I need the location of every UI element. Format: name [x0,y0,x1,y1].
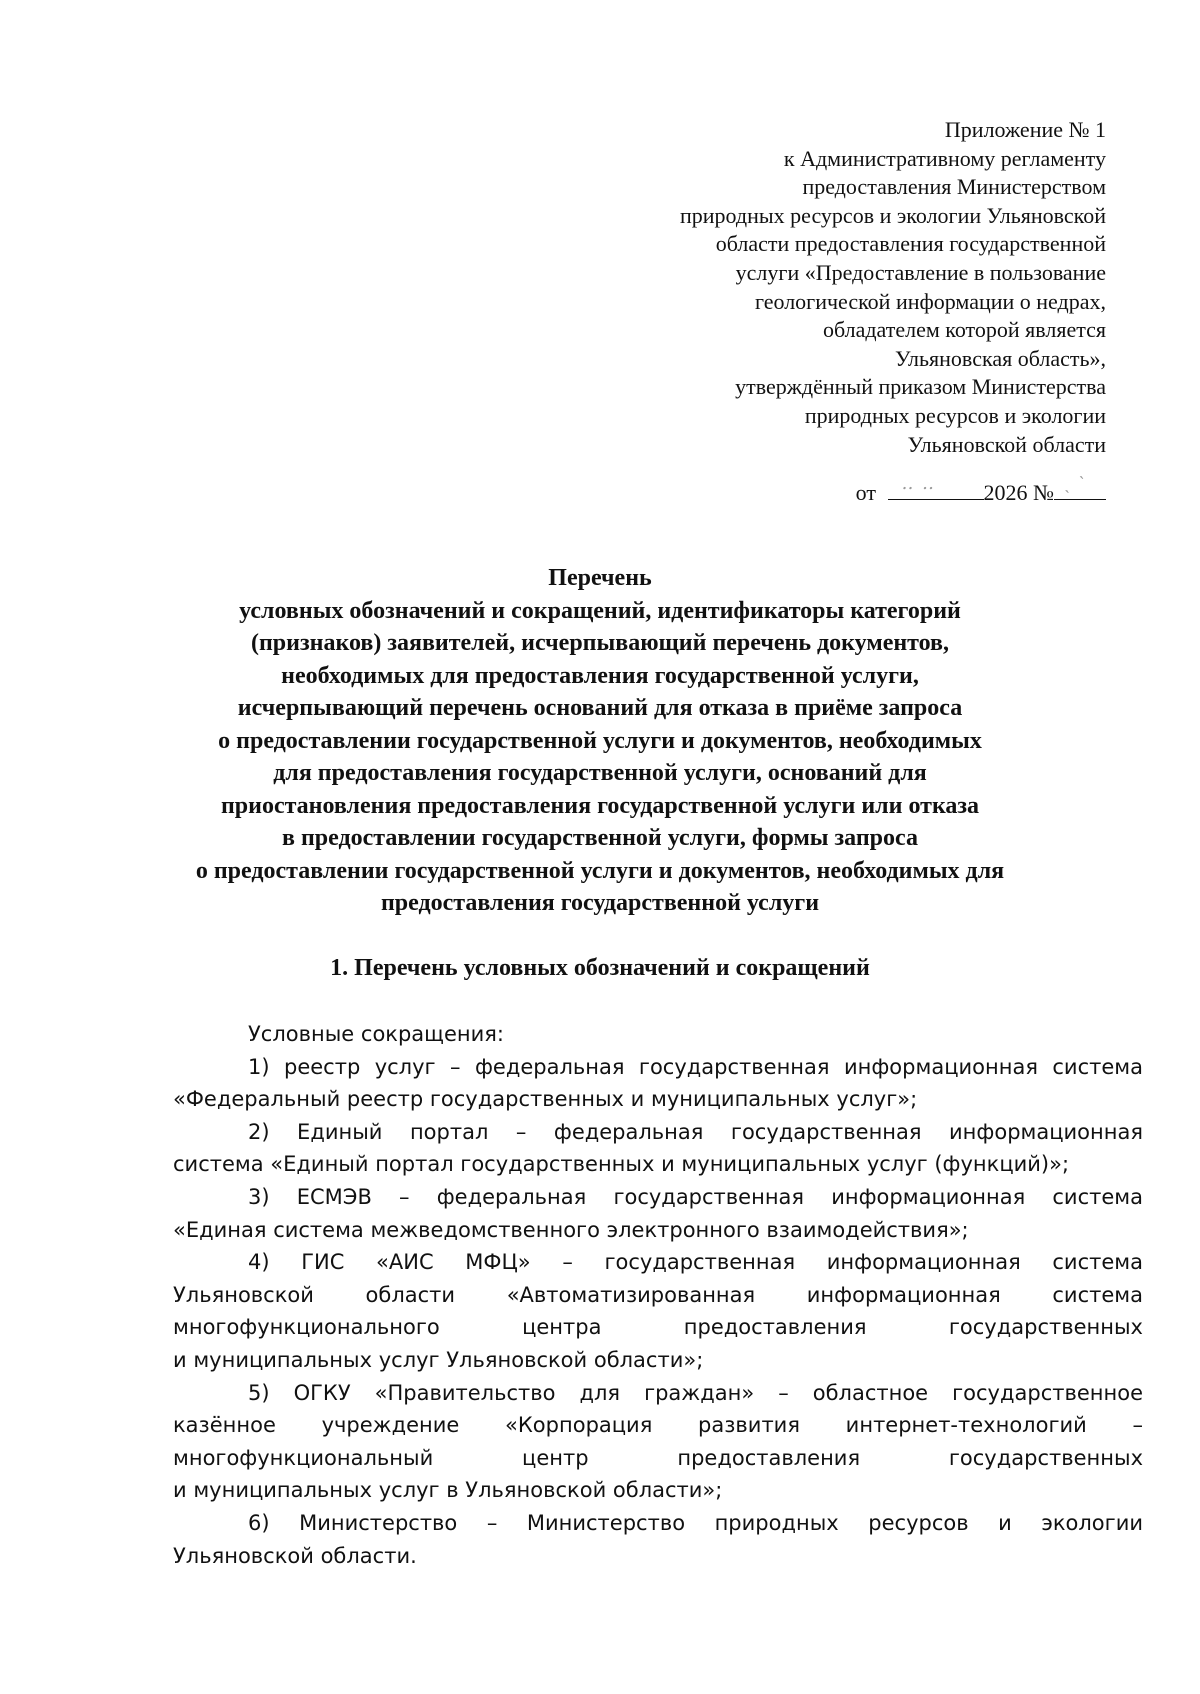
body-line: казённое учреждение «Корпорация развития интернет-технологий – [173,1413,1143,1438]
appendix-line: Ульяновская область», [894,345,1106,371]
title-line: в предоставлении государственной услуги, формы запроса [282,825,918,851]
body-line: 4) ГИС «АИС МФЦ» – государственная информационная система [248,1250,1143,1275]
body-line: «Единая система межведомственного электронного взаимодействия»; [173,1217,969,1242]
body-line: многофункционального центра предоставления государственных [173,1315,1143,1340]
appendix-line: области предоставления государственной [715,231,1106,257]
appendix-line: услуги «Предоставление в пользование [735,259,1106,285]
title-line: приостановления предоставления государственной услуги или отказа [220,792,980,819]
title-line: для предоставления государственной услуги, оснований для [273,760,927,786]
body-line: и муниципальных услуг Ульяновской области»; [173,1347,704,1372]
appendix-line: обладателем которой является [822,317,1106,343]
appendix-line: предоставления Министерством [802,174,1106,200]
handwritten-number-mark: ˎ ˋ [1064,473,1087,493]
abbreviations-list [173,1018,1143,1572]
body-line: 5) ОГКУ «Правительство для граждан» – областное государственное [248,1380,1143,1405]
handwritten-date-mark: ‥ ‥ [901,473,937,493]
title-line: условных обозначений и сокращений, идентификаторы категорий [239,597,961,624]
appendix-line: геологической информации о недрах, [754,288,1106,314]
body-line: и муниципальных услуг в Ульяновской области»; [173,1478,723,1503]
body-line: «Федеральный реестр государственных и муниципальных услуг»; [173,1087,918,1112]
document-title [150,562,1050,920]
title-line: исчерпывающий перечень оснований для отказа в приёме запроса [237,695,963,721]
body-line: Ульяновской области. [173,1543,417,1568]
order-date-line [855,473,1106,507]
order-number-blank [1054,473,1106,500]
body-line: система «Единый портал государственных и муниципальных услуг (функций)»; [173,1152,1070,1177]
section-heading: 1. Перечень условных обозначений и сокращений [330,955,870,981]
body-line: 2) Единый портал – федеральная государственная информационная [248,1119,1143,1144]
title-line: предоставления государственной услуги [380,890,820,916]
date-prefix: от [855,480,876,505]
title-line: Перечень [548,565,652,591]
appendix-line: к Административному регламенту [783,145,1106,171]
title-line: необходимых для предоставления государственной услуги, [281,662,919,689]
body-line: 6) Министерство – Министерство природных ресурсов и экологии [248,1510,1143,1535]
date-blank [888,473,984,500]
order-year: 2026 № [983,480,1054,505]
body-line: 3) ЕСМЭВ – федеральная государственная информационная система [248,1184,1143,1209]
appendix-line: утверждённый приказом Министерства [735,374,1106,400]
body-line: многофункциональный центр предоставления государственных [173,1445,1143,1470]
appendix-line: природных ресурсов и экологии Ульяновской [679,202,1106,228]
title-line: (признаков) заявителей, исчерпывающий перечень документов, [250,630,950,656]
appendix-line: природных ресурсов и экологии [804,402,1106,428]
title-line: о предоставлении государственной услуги и документов, необходимых [218,727,982,754]
appendix-line: Ульяновской области [907,431,1106,457]
body-line: Ульяновской области «Автоматизированная информационная система [173,1282,1143,1307]
title-line: о предоставлении государственной услуги и документов, необходимых для [195,857,1005,884]
appendix-header [546,116,1106,459]
appendix-line: Приложение № 1 [944,117,1106,142]
body-line: 1) реестр услуг – федеральная государственная информационная система [248,1054,1143,1079]
body-line: Условные сокращения: [248,1022,504,1046]
